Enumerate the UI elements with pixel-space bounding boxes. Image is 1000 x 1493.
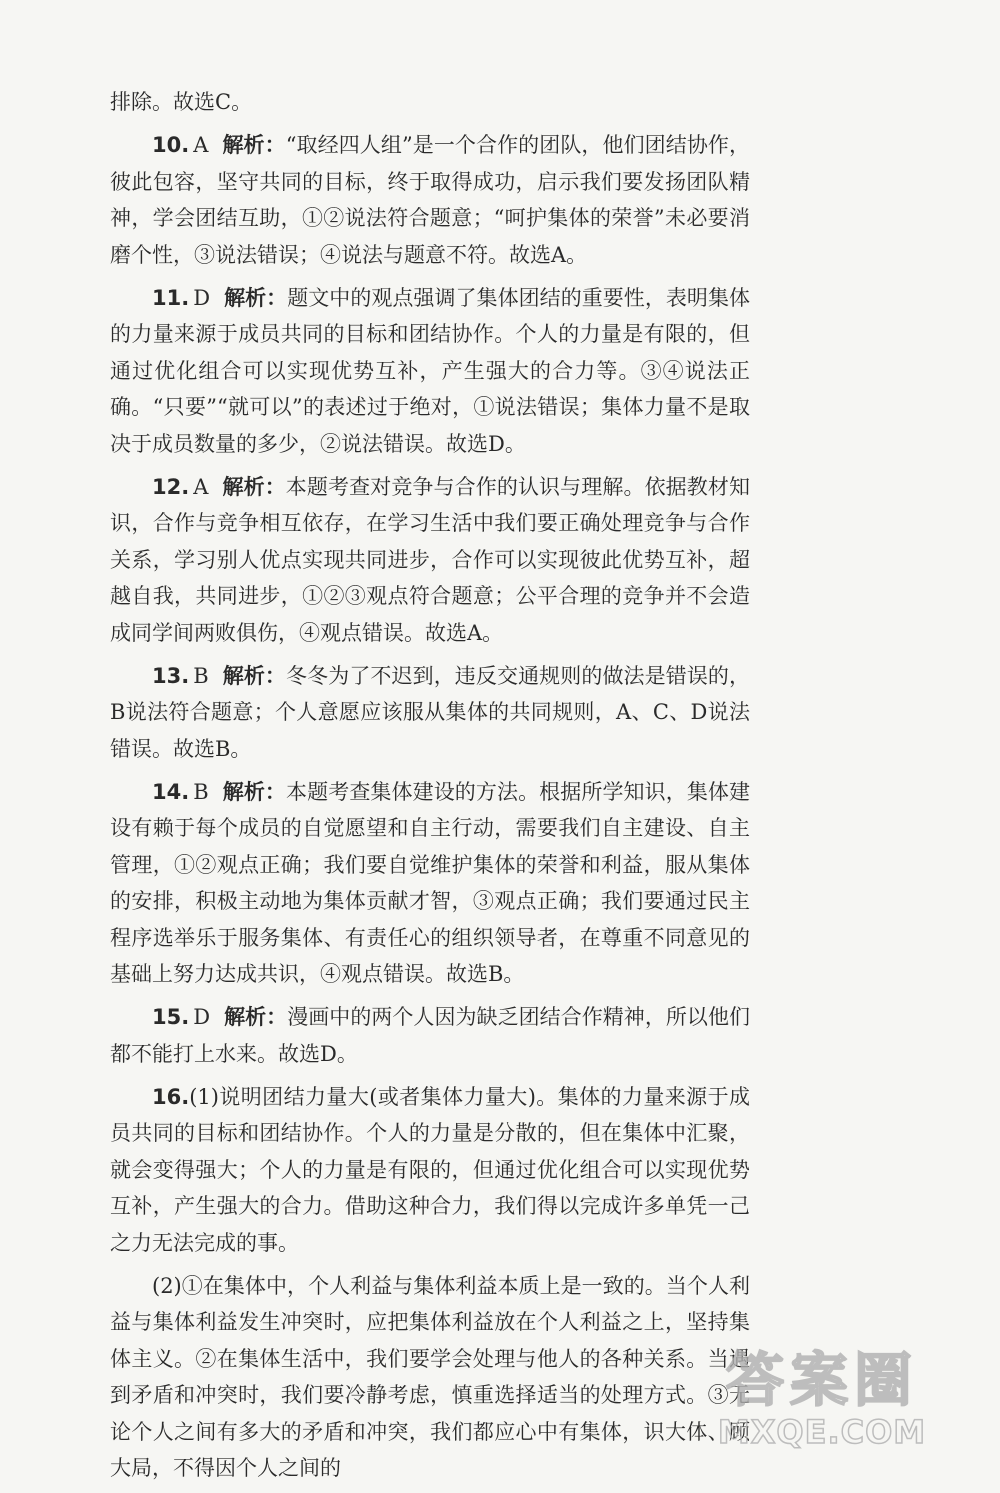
answer-text: (1)说明团结力量大(或者集体力量大)。集体的力量来源于成员共同的目标和团结协作。个人的力量是分散的，但在集体中汇聚，就会变得强大；个人的力量是有限的，但通过优化组合可以实现优势互补，产生强大的合力。借助这种合力，我们得以完成许多单凭一己之力无法完成的事。 [110, 1084, 750, 1255]
watermark-title: 答案圈 [725, 1346, 918, 1414]
analysis-label: 解析： [222, 133, 286, 157]
answer-11 [110, 280, 750, 463]
question-number: 14. [152, 779, 190, 804]
analysis-text: 冬冬为了不迟到，违反交通规则的做法是错误的，B说法符合题意；个人意愿应该服从集体的共同规则，A、C、D说法错误。故选B。 [110, 663, 751, 761]
watermark-logo [672, 1347, 972, 1457]
analysis-label: 解析： [224, 285, 288, 310]
question-number: 12. [152, 474, 190, 499]
question-number: 15. [152, 1005, 190, 1029]
answer-10 [110, 127, 750, 273]
analysis-text: 本题考查对竞争与合作的认识与理解。依据教材知识，合作与竞争相互依存，在学习生活中我们要正确处理竞争与合作关系，学习别人优点实现共同进步，合作可以实现彼此优势互补，超越自我，共同进步，①②③观点符合题意；公平合理的竞争并不会造成同学间两败俱伤，④观点错误。故选A。 [110, 474, 750, 645]
analysis-label: 解析： [222, 663, 287, 688]
question-number: 16. [152, 1084, 190, 1109]
answer-14 [110, 774, 750, 993]
question-number: 13. [152, 663, 190, 688]
answer-13 [110, 658, 750, 768]
watermark-url: MXQE.COM [717, 1413, 927, 1451]
question-number: 11. [152, 285, 190, 310]
answer-text: (2)①在集体中，个人利益与集体利益本质上是一致的。当个人利益与集体利益发生冲突时，应把集体利益放在个人利益之上，坚持集体主义。②在集体生活中，我们要学会处理与他人的各种关系。当遇到矛盾和冲突时，我们要冷静考虑，慎重选择适当的处理方式。③无论个人之间有多大的矛盾和冲突，我们都应心中有集体，识大体、顾大局，不得因个人之间的 [110, 1273, 750, 1480]
analysis-text: 本题考查集体建设的方法。根据所学知识，集体建设有赖于每个成员的自觉愿望和自主行动，需要我们自主建设、自主管理，①②观点正确；我们要自觉维护集体的荣誉和利益，服从集体的安排，积极主动地为集体贡献才智，③观点正确；我们要通过民主程序选举乐于服务集体、有责任心的组织领导者，在尊重不同意见的基础上努力达成共识，④观点错误。故选B。 [110, 779, 751, 986]
answer-choice: D [193, 1005, 211, 1029]
analysis-text: “取经四人组”是一个合作的团队，他们团结协作，彼此包容，坚守共同的目标，终于取得成功，启示我们要发扬团队精神，学会团结互助，①②说法符合题意；“呵护集体的荣誉”未必要消磨个性，③说法错误；④说法与题意不符。故选A。 [110, 133, 750, 267]
analysis-label: 解析： [224, 1005, 288, 1029]
analysis-text: 漫画中的两个人因为缺乏团结合作精神，所以他们都不能打上水来。故选D。 [110, 1005, 751, 1066]
analysis-text: 题文中的观点强调了集体团结的重要性，表明集体的力量来源于成员共同的目标和团结协作。个人的力量是有限的，但通过优化组合可以实现优势互补，产生强大的合力等。③④说法正确。“只要”“就可以”的表述过于绝对，①说法错误；集体力量不是取决于成员数量的多少，②说法错误。故选D。 [110, 285, 751, 456]
analysis-label: 解析： [222, 474, 286, 499]
answer-page [110, 84, 750, 1493]
answer-16-part1 [110, 1079, 750, 1262]
question-number: 10. [152, 133, 190, 157]
answer-choice: A [193, 474, 209, 499]
answer-choice: D [193, 285, 211, 310]
answer-choice: B [193, 779, 209, 804]
analysis-label: 解析： [222, 779, 287, 804]
answer-15 [110, 999, 750, 1072]
answer-12 [110, 469, 750, 652]
answer-choice: A [193, 133, 209, 157]
answer-choice: B [193, 663, 209, 688]
answer-16-part2 [110, 1268, 750, 1487]
paragraph-continuation: 排除。故选C。 [110, 90, 253, 114]
